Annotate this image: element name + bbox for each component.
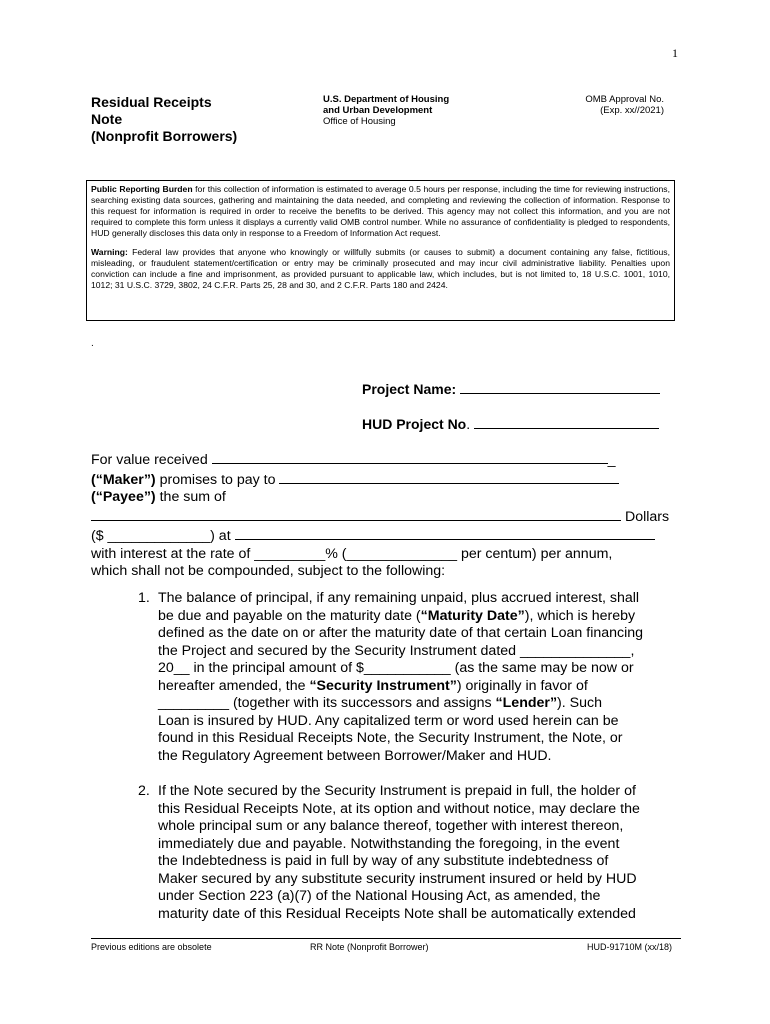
burden-label: Public Reporting Burden bbox=[91, 184, 193, 194]
agency-name: U.S. Department of Housing bbox=[323, 94, 450, 105]
warning-label: Warning: bbox=[91, 247, 128, 257]
item-line: maturity date of this Residual Receipts Note shall be automatically extended bbox=[158, 905, 636, 922]
item-line: the Indebtedness is paid in full by way of any substitute indebtedness of bbox=[158, 853, 609, 869]
maker-term: (“Maker”) bbox=[91, 471, 156, 488]
item-line: whole principal sum or any balance thereof, together with interest thereon, bbox=[158, 818, 624, 834]
maker-field[interactable] bbox=[212, 450, 608, 464]
footer-left: Previous editions are obsolete bbox=[91, 942, 212, 952]
burden-statement bbox=[91, 184, 670, 239]
sum-text: the sum of bbox=[155, 489, 226, 505]
agency-block bbox=[323, 94, 449, 127]
project-number-label: HUD Project No bbox=[362, 416, 467, 432]
terms-list bbox=[138, 590, 678, 941]
dollar-amount-line: ($ _____________) at bbox=[91, 528, 231, 544]
burden-text: for this collection of information is estimated to average 0.5 hours per response, including the time for reviewing instructions, searching existing data sources, gathering and maintaining the data needed, and completing and reviewing the collection of information. Response to this request for information is required in order to receive the benefits to be derived. This agency may not collect this information, and you are not required to complete this form unless it displays a currently valid OMB control number. While no assurance of confidentiality is pledged to respondents, HUD generally discloses this data only in response to a Freedom of Information Act request. bbox=[91, 184, 670, 238]
item-line: Maker secured by any substitute security instrument insured or held by HUD bbox=[158, 870, 637, 887]
omb-approval bbox=[560, 94, 664, 116]
stray-mark: . bbox=[91, 338, 94, 349]
warning-statement bbox=[91, 247, 670, 291]
item-line: found in this Residual Receipts Note, the Security Instrument, the Note, or bbox=[158, 730, 623, 746]
item-line: The balance of principal, if any remaining unpaid, plus accrued interest, shall bbox=[158, 590, 640, 606]
item-line: the Regulatory Agreement between Borrower/Maker and HUD. bbox=[158, 747, 552, 764]
for-value-label: For value received bbox=[91, 452, 208, 468]
project-number-field[interactable] bbox=[474, 415, 659, 429]
item-line: 20__ in the principal amount of $___________ (as the same may be now or bbox=[158, 660, 634, 676]
item-number: 1. bbox=[138, 590, 150, 606]
item-line: the Project and secured by the Security Instrument dated ______________, bbox=[158, 642, 635, 659]
warning-text: Federal law provides that anyone who knowingly or willfully submits (or causes to submit) a document containing any false, fictitious, misleading, or fraudulent statement/certification or entry may be criminally prosecuted and may incur civil administrative liability. Penalties upon conviction can include a fine and imprisonment, as provided pursuant to applicable law, which includes, but is not limited to, 18 U.S.C. 1001, 1010, 1012; 31 U.S.C. 3729, 3802, 24 C.F.R. Parts 25, 28 and 30, and 2 C.F.R. Parts 180 and 2424. bbox=[91, 247, 670, 290]
item-line: be due and payable on the maturity date (“Maturity Date”), which is hereby bbox=[158, 607, 636, 624]
payee-field[interactable] bbox=[279, 470, 619, 484]
omb-expiration: (Exp. xx//2021) bbox=[600, 105, 664, 116]
footer-center: RR Note (Nonprofit Borrower) bbox=[310, 942, 429, 952]
project-number-row: HUD Project No. bbox=[362, 415, 659, 432]
page-number: 1 bbox=[672, 46, 678, 60]
list-item bbox=[138, 590, 678, 765]
promise-paragraph: For value received _ (“Maker”) promises to pay to (“Payee”) the sum of Dollars ($ _____________) at with interest at the rate of _________% (______________ per centum) per annum, which shall not be compounded, subject to the following: bbox=[91, 450, 675, 581]
omb-number: OMB Approval No. bbox=[585, 94, 664, 105]
project-name-field[interactable] bbox=[460, 380, 660, 394]
footer-divider bbox=[91, 938, 681, 939]
item-line: If the Note secured by the Security Instrument is prepaid in full, the holder of bbox=[158, 783, 636, 799]
at-field[interactable] bbox=[235, 526, 655, 540]
interest-line: with interest at the rate of _________% (______________ per centum) per annum, bbox=[91, 545, 613, 562]
payee-term: (“Payee”) bbox=[91, 489, 156, 505]
project-name-row bbox=[362, 380, 660, 397]
item-line: Loan is insured by HUD. Any capitalized term or word used herein can be bbox=[158, 712, 619, 729]
sum-field[interactable] bbox=[91, 507, 621, 521]
item-line: _________ (together with its successors and assigns “Lender”). Such bbox=[158, 695, 602, 711]
promise-text: promises to pay to bbox=[155, 471, 276, 488]
item-number: 2. bbox=[138, 783, 150, 799]
form-title-line: (Nonprofit Borrowers) bbox=[91, 128, 238, 144]
item-line: defined as the date on or after the maturity date of that certain Loan financing bbox=[158, 625, 644, 641]
item-line: this Residual Receipts Note, at its option and without notice, may declare the bbox=[158, 800, 640, 817]
project-name-label: Project Name: bbox=[362, 381, 457, 397]
dollars-label: Dollars bbox=[621, 508, 670, 525]
form-title-line: Note bbox=[91, 111, 123, 127]
item-line: hereafter amended, the “Security Instrument”) originally in favor of bbox=[158, 677, 588, 694]
form-title-line: Residual Receipts bbox=[91, 94, 212, 110]
notice-box bbox=[86, 180, 675, 321]
footer-right: HUD-91710M (xx/18) bbox=[587, 942, 673, 952]
form-title bbox=[91, 94, 237, 145]
item-line: immediately due and payable. Notwithstanding the foregoing, in the event bbox=[158, 835, 620, 852]
item-line: under Section 223 (a)(7) of the National Housing Act, as amended, the bbox=[158, 888, 601, 904]
compound-line: which shall not be compounded, subject to the following: bbox=[91, 563, 446, 579]
agency-name-cont: and Urban Development bbox=[323, 105, 433, 116]
agency-office: Office of Housing bbox=[323, 116, 396, 127]
list-item bbox=[138, 783, 678, 923]
